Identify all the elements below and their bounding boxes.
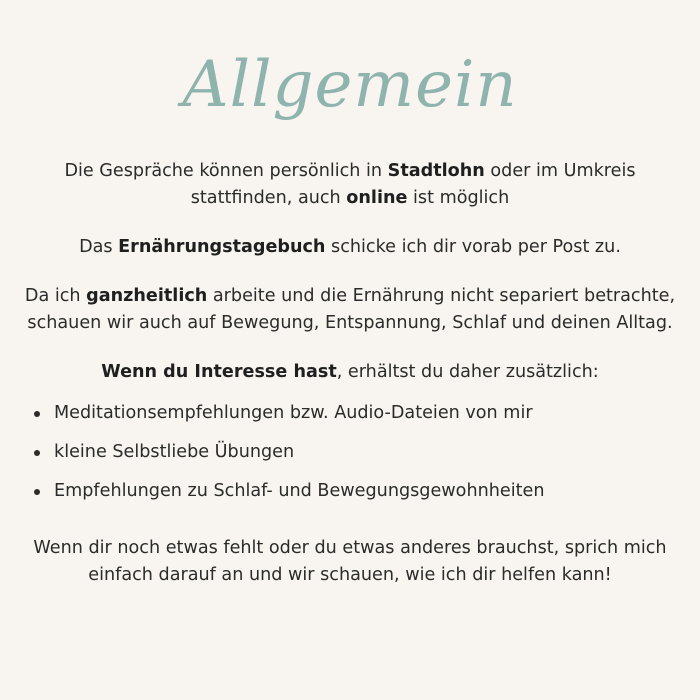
bullet-dot-icon	[34, 450, 40, 456]
list-item-text: kleine Selbstliebe Übungen	[54, 442, 295, 462]
text: Da ich	[24, 286, 87, 306]
paragraph-location	[20, 158, 680, 212]
text: ist möglich	[407, 188, 510, 208]
text: , erhältst du daher zusätzlich:	[336, 362, 599, 382]
text: oder im Umkreis stattfinden, auch	[190, 161, 636, 208]
page-title-svg	[0, 18, 700, 138]
bold-text: ganzheitlich	[86, 286, 208, 306]
list-item-text: Empfehlungen zu Schlaf- und Bewegungsgewohnheiten	[54, 481, 545, 501]
list-item-text: Meditationsempfehlungen bzw. Audio-Dateien von mir	[54, 403, 533, 423]
bold-text: Ernährungstagebuch	[118, 237, 326, 257]
page-title: Allgemein	[182, 48, 518, 122]
bullet-dot-icon	[34, 489, 40, 495]
text: Das	[79, 237, 119, 257]
list-item	[34, 478, 680, 505]
content	[20, 158, 680, 589]
title-area	[0, 18, 700, 138]
paragraph-diary	[20, 234, 680, 261]
text: Die Gespräche können persönlich in	[64, 161, 388, 181]
paragraph-holistic	[20, 283, 680, 337]
list-item	[34, 439, 680, 466]
bold-text: Stadtlohn	[387, 161, 485, 181]
bold-text: online	[346, 188, 408, 208]
paragraph-interest	[20, 359, 680, 386]
list-item	[34, 400, 680, 427]
bullet-dot-icon	[34, 411, 40, 417]
bold-text: Wenn du Interesse hast	[101, 362, 337, 382]
paragraph-closing: Wenn dir noch etwas fehlt oder du etwas anderes brauchst, sprich mich einfach darauf an und wir schauen, wie ich dir helfen kann!	[33, 538, 667, 585]
text: schicke ich dir vorab per Post zu.	[325, 237, 621, 257]
bullet-list	[20, 400, 680, 505]
text: arbeite und die Ernährung nicht separiert betrachte, schauen wir auch auf Bewegung, Entspannung, Schlaf und deinen Alltag.	[27, 286, 676, 333]
